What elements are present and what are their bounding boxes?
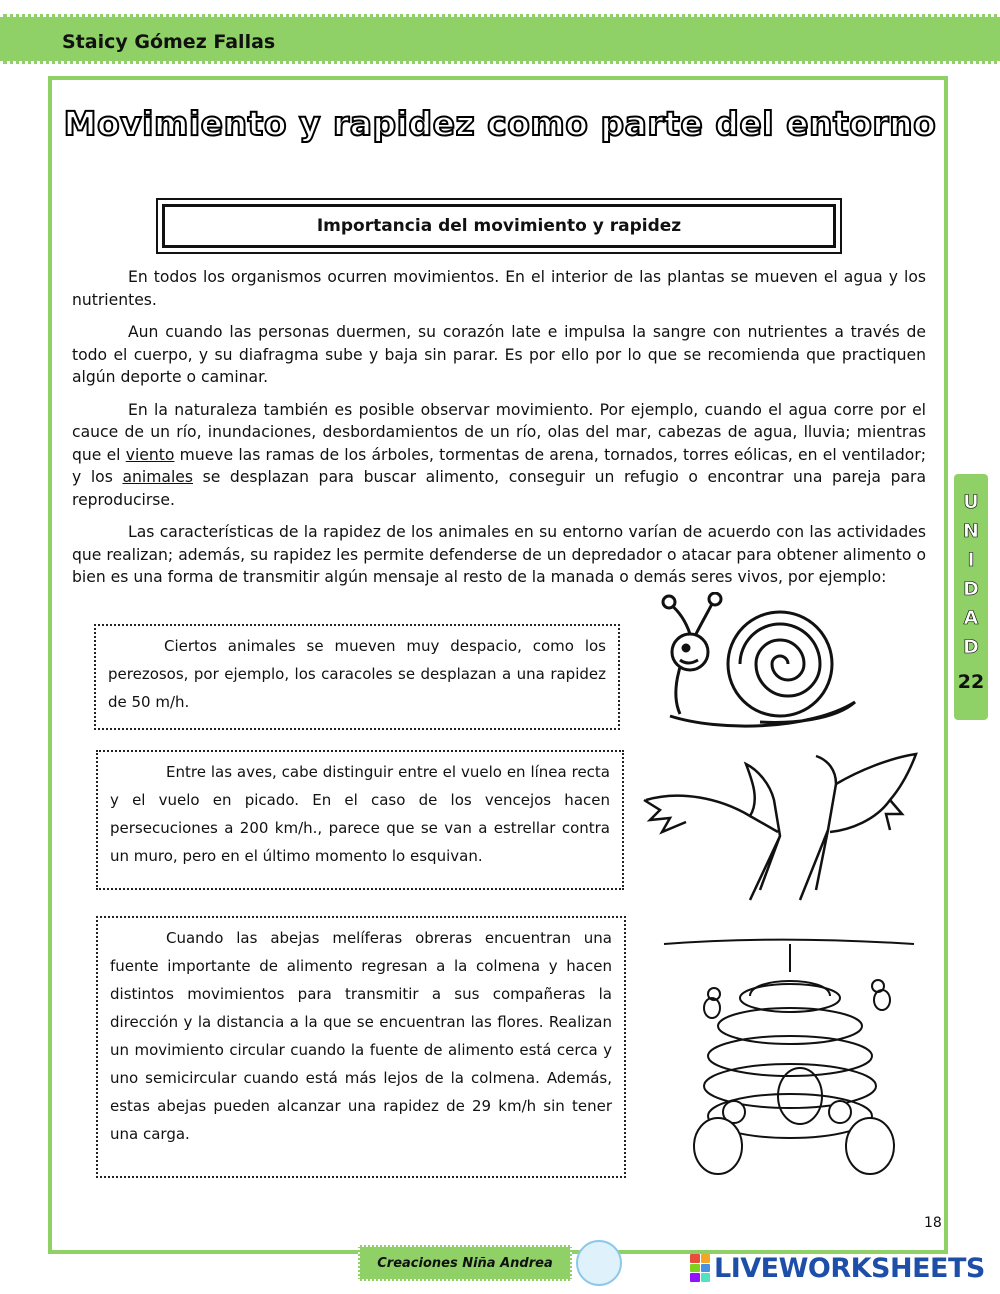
unit-letter: I <box>967 549 975 571</box>
word-animales: animales <box>122 468 194 486</box>
paragraph-2: Aun cuando las personas duermen, su corazón late e impulsa la sangre con nutrientes a través de todo el cuerpo, y su diafragma sube y baja sin parar. Es por ello por lo que se recomienda que practiquen algún deporte o caminar. <box>72 323 926 386</box>
unit-letter: A <box>963 607 979 629</box>
paragraph-3-part-b: mueve las ramas de los árboles, tormentas de arena, tornados, torres eólicas, en el ventilador; y los <box>72 445 926 486</box>
paragraph-3-part-c: se desplazan para buscar alimento, conseguir un refugio o encontrar una pareja para reproducirse. <box>72 468 927 509</box>
page-number: 18 <box>924 1215 942 1231</box>
unit-number: 22 <box>957 671 985 693</box>
page-title: Movimiento y rapidez como parte del entorno <box>63 104 937 143</box>
word-viento: viento <box>125 445 175 464</box>
author-name: Staicy Gómez Fallas <box>62 31 276 53</box>
paragraph-1: En todos los organismos ocurren movimientos. En el interior de las plantas se mueven el agua y los nutrientes. <box>72 268 926 309</box>
unit-letter: N <box>963 520 979 542</box>
note-snails-text: Ciertos animales se mueven muy despacio, como los perezosos, por ejemplo, los caracoles se desplazan a una rapidez de 50 m/h. <box>108 637 606 711</box>
note-bees <box>96 916 626 1178</box>
note-bees-text: Cuando las abejas melíferas obreras encuentran una fuente importante de alimento regresan a la colmena y hacen distintos movimientos para transmitir a sus compañeras la dirección y la distancia a la que se encuentran las flores. Realizan un movimiento circular cuando la fuente de alimento está cerca y uno semicircular cuando está más lejos de la colmena. Además, estas abejas pueden alcanzar una rapidez de 29 km/h sin tener una carga. <box>110 929 612 1143</box>
footer-credit: Creaciones Niña Andrea <box>358 1245 572 1281</box>
liveworksheets-icon <box>690 1254 710 1282</box>
liveworksheets-logo[interactable] <box>690 1252 985 1284</box>
unit-letter: D <box>963 578 979 600</box>
note-snails <box>94 624 620 730</box>
note-birds-text: Entre las aves, cabe distinguir entre el vuelo en línea recta y el vuelo en picado. En el caso de los vencejos hacen persecuciones a 200 km/h., parece que se van a estrellar contra un muro, pero en el último momento lo esquivan. <box>110 763 610 865</box>
beehive-illustration <box>660 936 918 1188</box>
body-text <box>72 266 926 599</box>
unit-letter: D <box>963 636 979 658</box>
unit-letter: U <box>963 491 979 513</box>
paragraph-3-part-a: En la naturaleza también es posible observar movimiento. Por ejemplo, cuando el agua corre por el cauce de un río, inundaciones, desbordamientos de un río, olas del mar, cabezas de agua, lluvia; mientras que el <box>72 400 926 464</box>
section-heading-box <box>156 198 842 254</box>
paragraph-4: Las características de la rapidez de los animales en su entorno varían de acuerdo con las actividades que realizan; además, su rapidez les permite defenderse de un depredador o atacar para obtener alimento o bien es una forma de transmitir algún mensaje al resto de la manada o demás seres vivos, por ejemplo: <box>72 523 926 586</box>
paragraph-3 <box>72 399 926 512</box>
note-birds <box>96 750 624 890</box>
swifts-illustration <box>640 740 924 904</box>
section-heading: Importancia del movimiento y rapidez <box>162 204 836 248</box>
creator-logo-icon <box>576 1240 622 1286</box>
liveworksheets-wordmark: LIVEWORKSHEETS <box>714 1252 985 1284</box>
unit-side-tab <box>954 474 988 720</box>
snail-illustration <box>660 592 862 738</box>
header-banner <box>0 14 1000 64</box>
